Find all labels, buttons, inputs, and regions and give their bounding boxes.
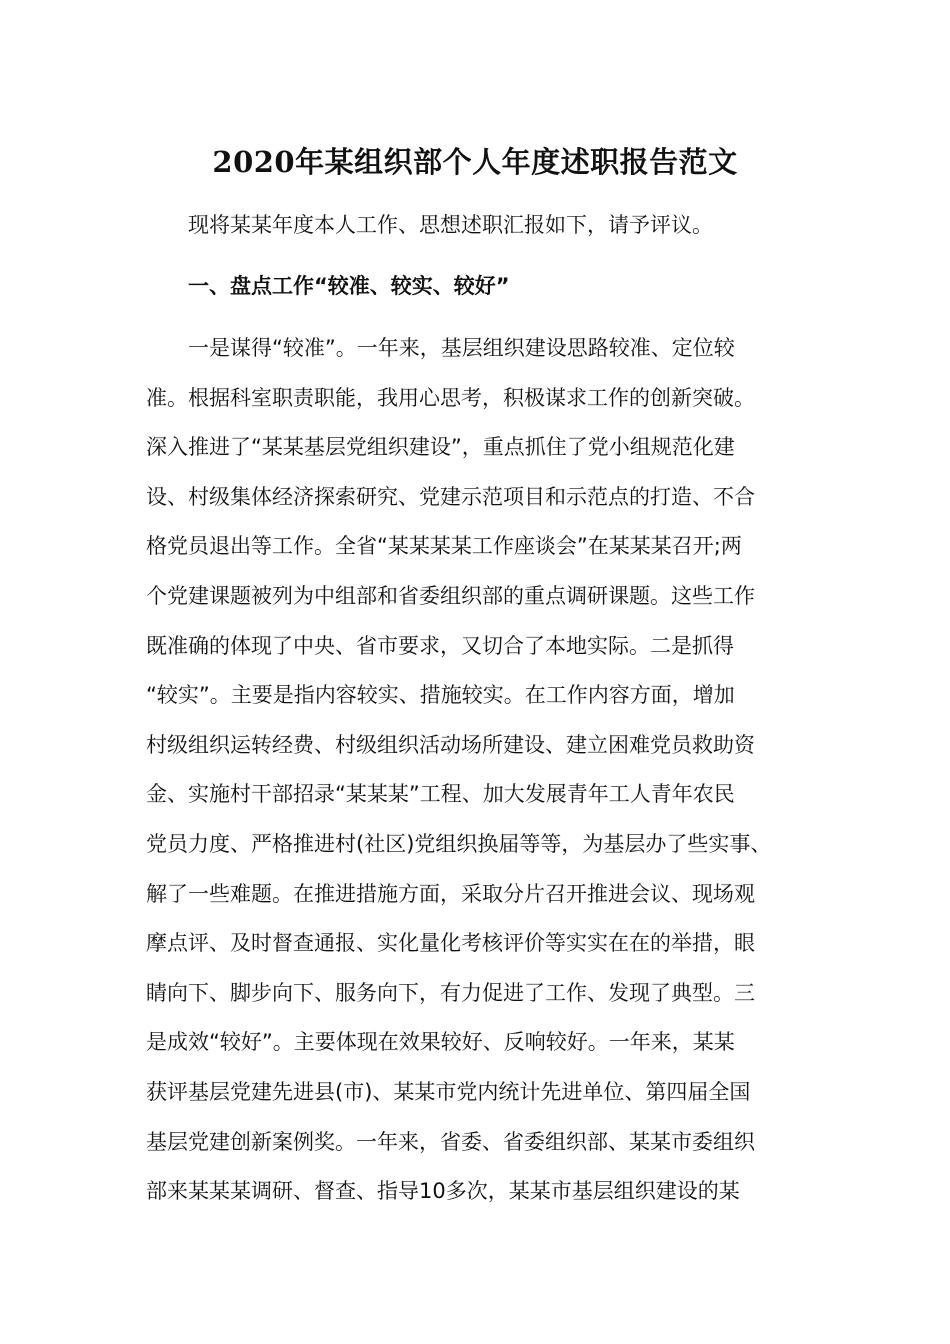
body-line: 基层党建创新案例奖。一年来，省委、省委组织部、某某市委组织 (146, 1129, 755, 1154)
body-line: 摩点评、及时督查通报、实化量化考核评价等实实在在的举措，眼 (146, 931, 755, 956)
body-paragraph (146, 328, 806, 1221)
body-line: 准。根据科室职责职能，我用心思考，积极谋求工作的创新突破。 (146, 385, 755, 410)
body-line: 个党建课题被列为中组部和省委组织部的重点调研课题。这些工作 (146, 583, 755, 608)
body-line: 村级组织运转经费、村级组织活动场所建设、建立困难党员救助资 (146, 732, 755, 757)
body-line: “较实”。主要是指内容较实、措施较实。在工作内容方面，增加 (146, 683, 735, 708)
document-title: 2020年某组织部个人年度述职报告范文 (212, 145, 738, 179)
body-line: 一是谋得“较准”。一年来，基层组织建设思路较准、定位较 (188, 336, 735, 360)
section-heading: 一、盘点工作“较准、较实、较好” (188, 274, 510, 298)
body-line: 解了一些难题。在推进措施方面，采取分片召开推进会议、现场观 (146, 881, 755, 906)
body-line: 设、村级集体经济探索研究、党建示范项目和示范点的打造、不合 (146, 484, 755, 509)
body-line: 格党员退出等工作。全省“某某某某工作座谈会”在某某某召开;两 (146, 534, 742, 559)
body-line: 既准确的体现了中央、省市要求，又切合了本地实际。二是抓得 (146, 633, 734, 658)
body-line: 党员力度、严格推进村(社区)党组织换届等等，为基层办了些实事、 (146, 831, 772, 856)
body-line: 是成效“较好”。主要体现在效果较好、反响较好。一年来，某某 (146, 1030, 735, 1055)
intro-paragraph: 现将某某年度本人工作、思想述职汇报如下，请予评议。 (188, 213, 713, 237)
body-line: 深入推进了“某某基层党组织建设”，重点抓住了党小组规范化建 (146, 435, 735, 460)
body-line: 金、实施村干部招录“某某某”工程、加大发展青年工人青年农民 (146, 782, 735, 807)
body-line: 部来某某某调研、督查、指导10多次，某某市基层组织建设的某 (146, 1179, 740, 1204)
body-line: 获评基层党建先进县(市)、某某市党内统计先进单位、第四届全国 (146, 1079, 751, 1104)
body-line: 睛向下、脚步向下、服务向下，有力促进了工作、发现了典型。三 (146, 980, 755, 1005)
